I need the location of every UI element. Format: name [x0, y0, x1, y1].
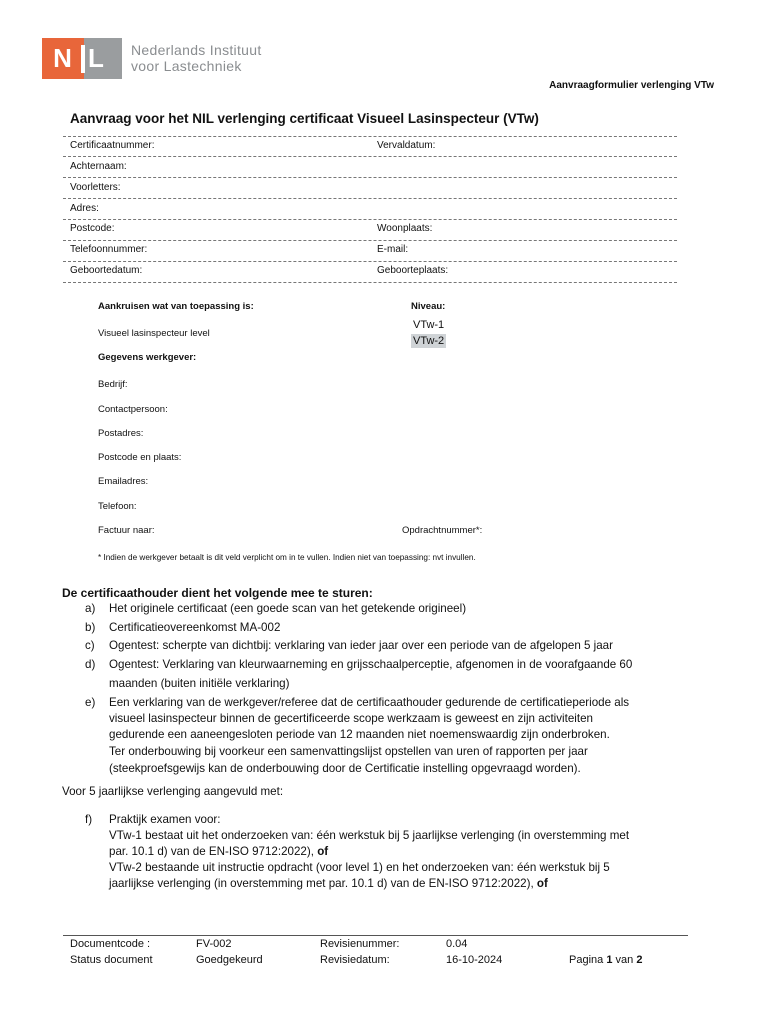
logo-i-bar: [81, 45, 85, 73]
revisiedatum-value: 16-10-2024: [446, 954, 503, 966]
field-divider: [63, 240, 677, 241]
achternaam-field[interactable]: Achternaam:: [70, 161, 127, 172]
field-divider: [63, 177, 677, 178]
adres-field[interactable]: Adres:: [70, 203, 99, 214]
geboorteplaats-field[interactable]: Geboorteplaats:: [377, 265, 449, 276]
check-heading: Aankruisen wat van toepassing is:: [98, 301, 254, 312]
documentcode-label: Documentcode :: [70, 938, 151, 950]
vervaldatum-field[interactable]: Vervaldatum:: [377, 140, 436, 151]
field-divider: [63, 156, 677, 157]
field-divider: [63, 261, 677, 262]
logo-orange-block: [42, 38, 84, 79]
logo-letter-n: N: [53, 43, 73, 73]
opdrachtnummer-field[interactable]: Opdrachtnummer*:: [402, 525, 483, 536]
logo-org-line1: Nederlands Instituut: [131, 42, 262, 58]
list-item: f) Praktijk examen voor: VTw-1 bestaat uit het onderzoeken van: één werkstuk bij 5 jaarlijkse verlenging (in overstemming met par. 10.1 d) van de EN-ISO 9712:2022), of VTw-2 bestaande uit instructie opdracht (voor level 1) en het onderzoeken van: één werkstuk bij 5 jaarlijkse verlenging (in overstemming met par. 10.1 d) van de EN-ISO 9712:2022), of: [85, 813, 630, 890]
logo-org-line2: voor Lastechniek: [131, 58, 242, 74]
woonplaats-field[interactable]: Woonplaats:: [377, 223, 433, 234]
documentcode-value: FV-002: [196, 938, 232, 950]
contactpersoon-field[interactable]: Contactpersoon:: [98, 404, 168, 415]
logo-grey-block: [84, 38, 122, 79]
requirements-heading: De certificaathouder dient het volgende mee te sturen:: [62, 586, 373, 600]
niveau-heading: Niveau:: [411, 301, 446, 312]
five-year-heading: Voor 5 jaarlijkse verlenging aangevuld met:: [62, 785, 284, 798]
postcode-plaats-field[interactable]: Postcode en plaats:: [98, 452, 182, 463]
email-field[interactable]: E-mail:: [377, 244, 409, 255]
revisienummer-label: Revisienummer:: [320, 938, 400, 950]
option-vtw-1[interactable]: VTw-1: [413, 319, 445, 331]
telefoon-field[interactable]: Telefoon:: [98, 501, 137, 512]
field-divider: [63, 198, 677, 199]
logo-text: [131, 42, 262, 74]
footer-divider: [63, 935, 688, 936]
footnote: * Indien de werkgever betaalt is dit veld verplicht om in te vullen. Indien niet van toepassing: nvt invullen.: [98, 553, 476, 562]
list-item: b) Certificatieovereenkomst MA-002: [85, 621, 281, 634]
emailadres-field[interactable]: Emailadres:: [98, 476, 149, 487]
page-number: Pagina 1 van 2: [569, 954, 643, 966]
revisienummer-value: 0.04: [446, 938, 468, 950]
employer-heading: Gegevens werkgever:: [98, 352, 197, 363]
revisiedatum-label: Revisiedatum:: [320, 954, 390, 966]
certificaatnummer-field[interactable]: Certificaatnummer:: [70, 140, 155, 151]
voorletters-field[interactable]: Voorletters:: [70, 182, 121, 193]
status-label: Status document: [70, 954, 153, 966]
field-divider: [63, 136, 677, 137]
option-vtw-2[interactable]: VTw-2: [413, 335, 445, 347]
status-value: Goedgekeurd: [196, 954, 263, 966]
level-label: Visueel lasinspecteur level: [98, 328, 210, 339]
field-divider: [63, 282, 677, 283]
list-item: c) Ogentest: scherpte van dichtbij: verklaring van ieder jaar over een periode van de afgelopen 5 jaar: [85, 639, 613, 652]
document-label: Aanvraagformulier verlenging VTw: [549, 80, 714, 91]
geboortedatum-field[interactable]: Geboortedatum:: [70, 265, 143, 276]
list-item: a) Het originele certificaat (een goede scan van het getekende origineel): [85, 602, 467, 615]
postadres-field[interactable]: Postadres:: [98, 428, 144, 439]
telefoonnummer-field[interactable]: Telefoonnummer:: [70, 244, 148, 255]
page-title: Aanvraag voor het NIL verlenging certificaat Visueel Lasinspecteur (VTw): [70, 111, 539, 126]
list-item: d) Ogentest: Verklaring van kleurwaarneming en grijsschaalperceptie, afgenomen in de voorafgaande 60 maanden (buiten initiële verklaring): [85, 658, 633, 690]
factuur-field[interactable]: Factuur naar:: [98, 525, 155, 536]
list-item: e) Een verklaring van de werkgever/referee dat de certificaathouder gedurende de certificatieperiode als visueel lasinspecteur binnen de gecertificeerde scope werkzaam is geweest en zijn activiteiten gedurende een aaneengesloten periode van 12 maanden niet noemenswaardig zijn onderbroken. Ter onderbouwing bij voorkeur een samenvattingslijst opstellen van uren of rapporten per jaar (steekproefsgewijs kan de onderbouwing door de Certificatie instelling opgevraagd worden).: [85, 696, 630, 775]
logo-letter-l: L: [88, 43, 104, 73]
bedrijf-field[interactable]: Bedrijf:: [98, 379, 128, 390]
field-divider: [63, 219, 677, 220]
postcode-field[interactable]: Postcode:: [70, 223, 115, 234]
